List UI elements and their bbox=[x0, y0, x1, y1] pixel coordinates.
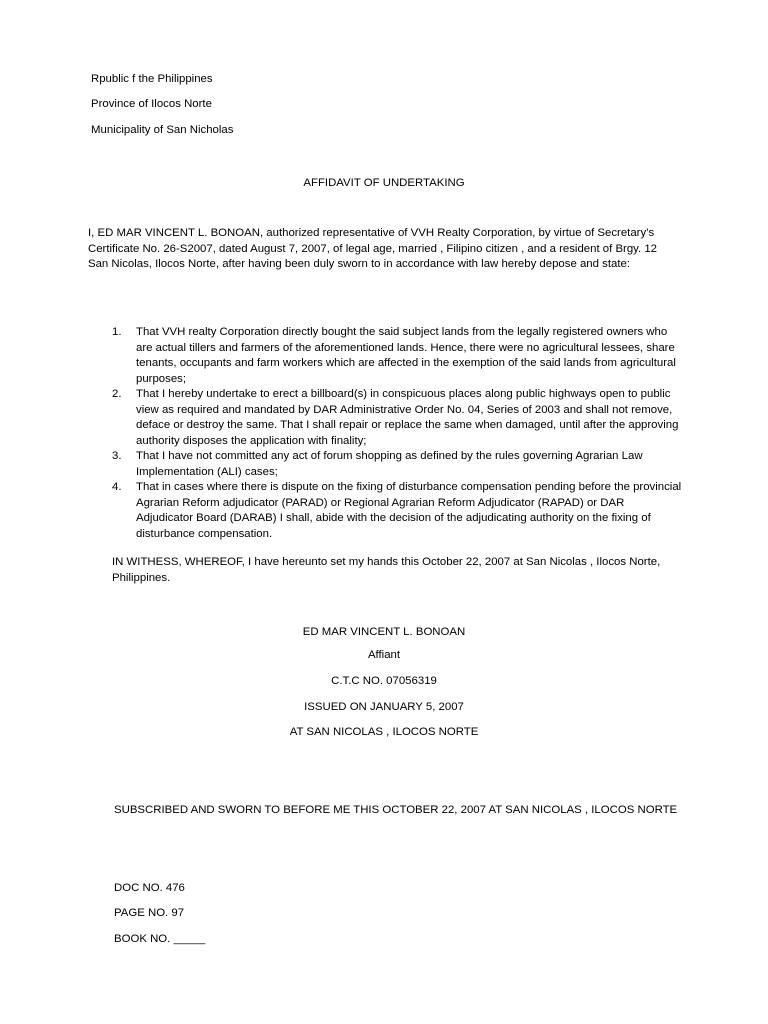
intro-paragraph: I, ED MAR VINCENT L. BONOAN, authorized representative of VVH Realty Corporation, by virtue of Secretary’s Certificate No. 26-S2007, dated August 7, 2007, of legal age, married , Filipino citizen , and a resident of Brgy. 12 San Nicolas, Ilocos Norte, after having been duly sworn to in accordance with law hereby depose and state: bbox=[88, 227, 658, 270]
list-item bbox=[112, 325, 682, 387]
subscribed-statement: SUBSCRIBED AND SWORN TO BEFORE ME THIS OCTOBER 22, 2007 AT SAN NICOLAS , ILOCOS NORTE bbox=[114, 804, 678, 816]
document-title: AFFIDAVIT OF UNDERTAKING bbox=[303, 177, 465, 189]
header-republic: Rpublic f the Philippines bbox=[91, 73, 213, 85]
list-item-text: That I hereby undertake to erect a billboard(s) in conspicuous places along public highways open to public view as required and mandated by DAR Administrative Order No. 04, Series of 2003 and shall not remove, deface or destroy the same. That I shall repair or replace the same when damaged, until after the approving authority disposes the application with finality; bbox=[136, 388, 679, 447]
undertaking-list bbox=[112, 325, 682, 542]
list-item-number: 2. bbox=[112, 388, 122, 400]
list-item-number: 3. bbox=[112, 450, 122, 462]
doc-number: DOC NO. 476 bbox=[114, 882, 185, 894]
affiant-role: Affiant bbox=[367, 649, 401, 661]
list-item bbox=[112, 387, 682, 449]
list-item-number: 1. bbox=[112, 326, 122, 338]
list-item-number: 4. bbox=[112, 481, 122, 493]
list-item-text: That in cases where there is dispute on the fixing of disturbance compensation pending before the provincial Agrarian Reform adjudicator (PARAD) or Regional Agrarian Reform Adjudicator (RAPAD) or DAR Adjudicator Board (DARAB) I shall, abide with the decision of the adjudicating authority on the fixing of disturbance compensation. bbox=[136, 481, 682, 540]
book-number: BOOK NO. _____ bbox=[114, 933, 206, 945]
list-item bbox=[112, 480, 682, 542]
affiant-name: ED MAR VINCENT L. BONOAN bbox=[302, 626, 466, 638]
witness-paragraph: IN WITHESS, WHEREOF, I have hereunto set my hands this October 22, 2007 at San Nicolas , Ilocos Norte, Philippines. bbox=[112, 556, 661, 584]
ctc-issued-date: ISSUED ON JANUARY 5, 2007 bbox=[304, 701, 464, 713]
ctc-number: C.T.C NO. 07056319 bbox=[331, 675, 437, 687]
ctc-issued-place: AT SAN NICOLAS , ILOCOS NORTE bbox=[289, 726, 479, 738]
list-item-text: That VVH realty Corporation directly bought the said subject lands from the legally registered owners who are actual tillers and farmers of the aforementioned lands. Hence, there were no agricultural lessees, share tenants, occupants and farm workers which are affected in the exemption of the said lands from agricultural purposes; bbox=[136, 326, 676, 385]
header-province: Province of Ilocos Norte bbox=[91, 98, 212, 110]
page-number: PAGE NO. 97 bbox=[114, 907, 185, 919]
header-municipality: Municipality of San Nicholas bbox=[91, 124, 234, 136]
list-item-text: That I have not committed any act of forum shopping as defined by the rules governing Agrarian Law Implementation (ALI) cases; bbox=[136, 450, 643, 478]
list-item bbox=[112, 449, 682, 480]
